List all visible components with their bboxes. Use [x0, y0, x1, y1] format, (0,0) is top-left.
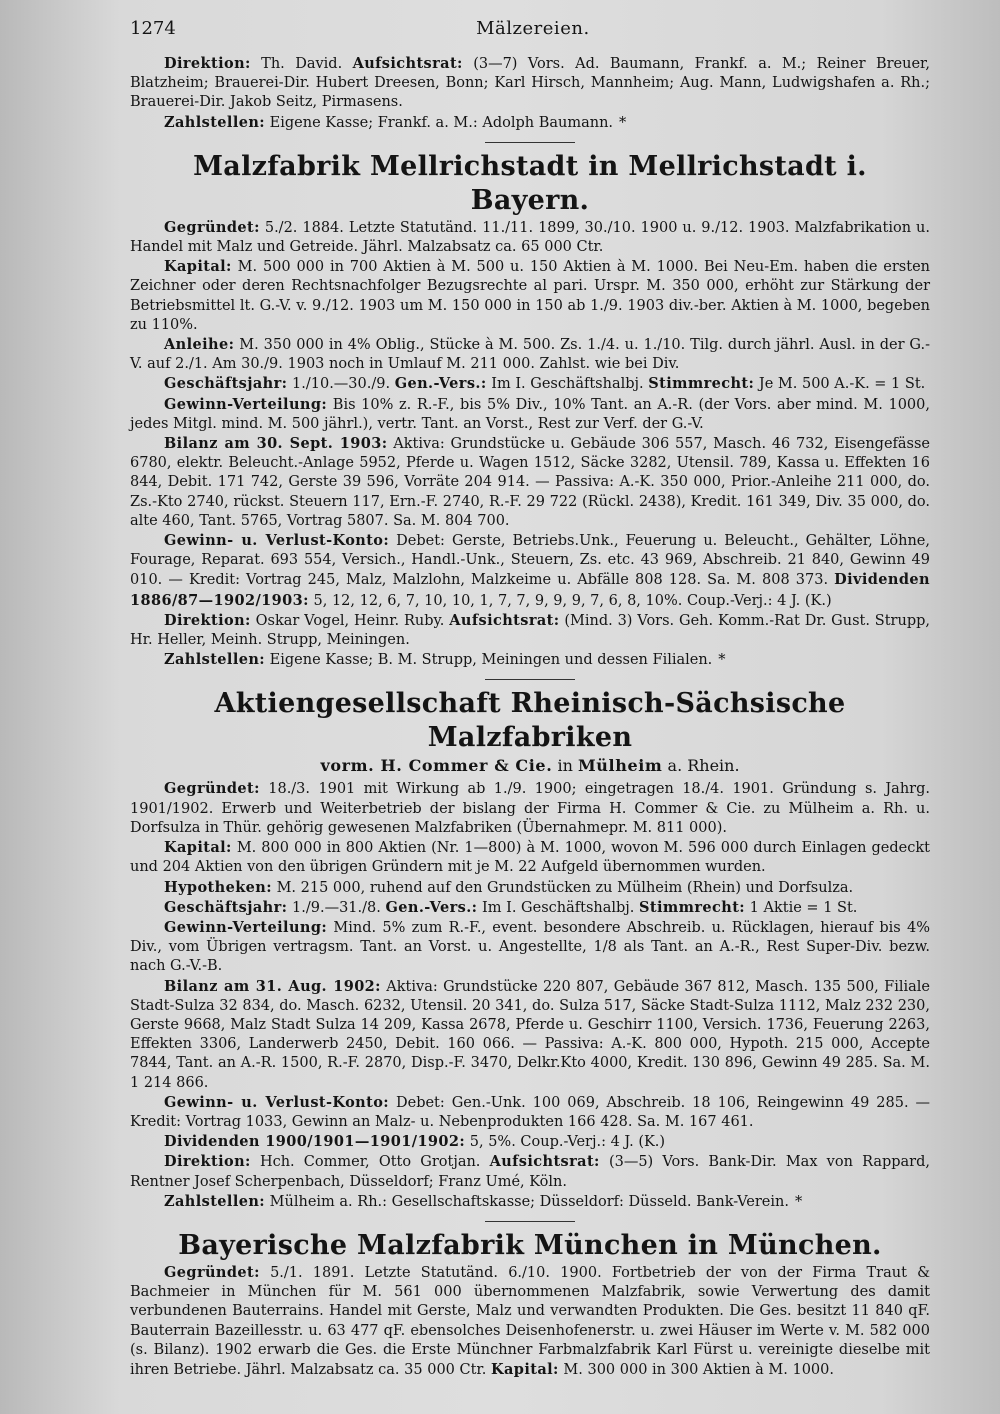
divider [485, 679, 575, 680]
entry-mellrichstadt [130, 150, 930, 671]
entry-paragraph: Gewinn- u. Verlust-Konto: Debet: Gerste, Betriebs.Unk., Feuerung u. Beleucht., Gehälter, Löhne, Fourage, Reparat. 693 554, Versich., Handl.-Unk., Steuern, Zs. etc. 43 969, Abschreib. 21 840, Gewinn 49 010. — Kredit: Vortrag 245, Malz, Malzlohn, Malzkeime u. Abfälle 808 128. Sa. M. 808 373. Dividenden 1886/87—1902/1903: 5, 12, 12, 6, 7, 10, 10, 1, 7, 7, 9, 9, 9, 7, 6, 8, 10%. Coup.-Verj.: 4 J. (K.) [130, 532, 930, 609]
entry-paragraph: Kapital: M. 500 000 in 700 Aktien à M. 500 u. 150 Aktien à M. 1000. Bei Neu-Em. haben die ersten Zeichner oder deren Rechtsnachfolger Bezugsrechte al pari. Urspr. M. 350 000, erhöht zur Stärkung der Betriebsmittel lt. G.-V. v. 9./12. 1903 um M. 150 000 in 150 ab 1./9. 1903 div.-ber. Aktien à M. 1000, begeben zu 110%. [130, 258, 930, 333]
entry-rheinisch-saechsische [130, 687, 930, 1211]
entry-paragraph: Kapital: M. 800 000 in 800 Aktien (Nr. 1—800) à M. 1000, wovon M. 596 000 durch Einlagen gedeckt und 204 Aktien von den übrigen Gründern mit je M. 22 Aufgeld übernommen wurden. [130, 839, 930, 876]
entry-paragraph: Gewinn-Verteilung: Mind. 5% zum R.-F., event. besondere Abschreib. u. Rücklagen, hierauf bis 4% Div., vom Übrigen vertragsm. Tant. an Vorst. u. Angestellte, 1/8 als Tant. an A.-R., Rest Super-Div. bezw. nach G.-V.-B. [130, 918, 930, 975]
entry-paragraph: Zahlstellen: Eigene Kasse; B. M. Strupp, Meiningen und dessen Filialen. * [164, 651, 726, 669]
page-number: 1274 [130, 18, 176, 39]
entry-bayerische-malzfabrik [130, 1229, 930, 1380]
divider [485, 1221, 575, 1222]
entry-paragraph: Gegründet: 5./2. 1884. Letzte Statutänd. 11./11. 1899, 30./10. 1900 u. 9./12. 1903. Malzfabrikation u. Handel mit Malz und Getreide. Jährl. Malzabsatz ca. 65 000 Ctr. [130, 218, 930, 256]
running-title: Mälzereien. [476, 18, 590, 39]
entry-title: Malzfabrik Mellrichstadt in Mellrichstadt i. Bayern. [193, 150, 867, 216]
prev-direktion: Direktion: Th. David. Aufsichtsrat: (3—7) Vors. Ad. Baumann, Frankf. a. M.; Reiner Breuer, Blatzheim; Brauerei-Dir. Hubert Dreesen, Bonn; Karl Hirsch, Mannheim; Aug. Mann, Ludwigshafen a. Rh.; Brauerei-Dir. Jakob Seitz, Pirmasens. [130, 55, 930, 111]
entry-paragraph: Gewinn-Verteilung: Bis 10% z. R.-F., bis 5% Div., 10% Tant. an A.-R. (der Vors. aber mind. M. 1000, jedes Mitgl. mind. M. 500 jährl.), vertr. Tant. an Vorst., Rest zur Verf. der G.-V. [130, 395, 930, 432]
prev-zahlstellen: Zahlstellen: Eigene Kasse; Frankf. a. M.: Adolph Baumann. * [164, 113, 627, 131]
entry-subtitle: vorm. H. Commer & Cie. in Mülheim a. Rhein. [320, 756, 740, 776]
entry-paragraph: Dividenden 1900/1901—1901/1902: 5, 5%. Coup.-Verj.: 4 J. (K.) [164, 1133, 666, 1151]
entry-paragraph: Gegründet: 5./1. 1891. Letzte Statutänd. 6./10. 1900. Fortbetrieb der von der Firma Traut & Bachmeier in München für M. 561 000 übernommenen Malzfabrik, sowie Verwertung des damit verbundenen Bauterrains. Handel mit Gerste, Malz und verwandten Produkten. Die Ges. besitzt 11 840 qF. Bauterrain Bazeillesstr. u. 63 477 qF. ebensolches Deisenhofenerstr. u. zwei Häuser im Werte v. M. 582 000 (s. Bilanz). 1902 erwarb die Ges. die Erste Münchner Farbmalzfabrik Karl Fürst u. vereinigte dieselbe mit ihren Betriebe. Jährl. Malzabsatz ca. 35 000 Ctr. Kapital: M. 300 000 in 300 Aktien à M. 1000. [130, 1263, 930, 1378]
entry-paragraph: Geschäftsjahr: 1./10.—30./9. Gen.-Vers.: Im I. Geschäftshalbj. Stimmrecht: Je M. 500 A.-K. = 1 St. [164, 375, 926, 393]
entry-paragraph: Geschäftsjahr: 1./9.—31./8. Gen.-Vers.: Im I. Geschäftshalbj. Stimmrecht: 1 Aktie = 1 St. [164, 898, 858, 916]
entry-title: Bayerische Malzfabrik München in München. [178, 1229, 882, 1261]
entry-paragraph: Gegründet: 18./3. 1901 mit Wirkung ab 1./9. 1900; eingetragen 18./4. 1901. Gründung s. Jahrg. 1901/1902. Erwerb und Weiterbetrieb der bislang der Firma H. Commer & Cie. zu Mülheim a. Rh. u. Dorfsulza in Thür. gehörig gewesenen Malzfabriken (Übernahmepr. M. 811 000). [130, 780, 930, 836]
entry-paragraph: Direktion: Oskar Vogel, Heinr. Ruby. Aufsichtsrat: (Mind. 3) Vors. Geh. Komm.-Rat Dr. Gust. Strupp, Hr. Heller, Meinh. Strupp, Meiningen. [130, 611, 931, 649]
entry-title: Aktiengesellschaft Rheinisch-Sächsische Malzfabriken [214, 688, 846, 754]
divider [485, 142, 575, 143]
prev-entry [130, 54, 930, 133]
entry-paragraph: Anleihe: M. 350 000 in 4% Oblig., Stücke à M. 500. Zs. 1./4. u. 1./10. Tilg. durch jährl. Ausl. in der G.-V. auf 2./1. Am 30./9. 1903 noch in Umlauf M. 211 000. Zahlst. wie bei Div. [130, 336, 930, 373]
running-header [130, 16, 930, 54]
entry-paragraph: Bilanz am 31. Aug. 1902: Aktiva: Grundstücke 220 807, Gebäude 367 812, Masch. 135 500, Filiale Stadt-Sulza 32 834, do. Masch. 6232, Utensil. 20 341, do. Sulza 517, Säcke Stadt-Sulza 1112, Malz 232 230, Gerste 9668, Malz Stadt Sulza 14 209, Kassa 2678, Pferde u. Geschirr 1100, Versich. 1736, Feuerung 2263, Effekten 3306, Landerwerb 2450, Debit. 160 066. — Passiva: A.-K. 800 000, Hypoth. 215 000, Accepte 7844, Tant. an A.-R. 1500, R.-F. 2870, Disp.-F. 3470, Delkr.Kto 4000, Kredit. 130 896, Gewinn 49 285. Sa. M. 1 214 866. [130, 977, 930, 1091]
entry-paragraph: Gewinn- u. Verlust-Konto: Debet: Gen.-Unk. 100 069, Abschreib. 18 106, Reingewinn 49 285. — Kredit: Vortrag 1033, Gewinn an Malz- u. Nebenprodukten 166 428. Sa. M. 167 461. [130, 1093, 931, 1130]
entry-paragraph: Hypotheken: M. 215 000, ruhend auf den Grundstücken zu Mülheim (Rhein) und Dorfsulza. [164, 878, 854, 896]
entry-paragraph: Bilanz am 30. Sept. 1903: Aktiva: Grundstücke u. Gebäude 306 557, Masch. 46 732, Eisengefässe 6780, elektr. Beleucht.-Anlage 5952, Pferde u. Wagen 1512, Säcke 3282, Utensil. 789, Kassa u. Effekten 16 844, Debit. 171 742, Gerste 39 596, Vorräte 204 914. — Passiva: A.-K. 350 000, Prior.-Anleihe 211 000, do. Zs.-Kto 2740, rückst. Steuern 117, Ern.-F. 2740, R.-F. 29 722 (Rückl. 2438), Kredit. 161 349, Div. 35 000, do. alte 460, Tant. 5765, Vortrag 5807. Sa. M. 804 700. [130, 435, 931, 529]
entry-paragraph: Zahlstellen: Mülheim a. Rh.: Gesellschaftskasse; Düsseldorf: Düsseld. Bank-Verein. * [164, 1192, 803, 1210]
entry-paragraph: Direktion: Hch. Commer, Otto Grotjan. Aufsichtsrat: (3—5) Vors. Bank-Dir. Max von Rappard, Rentner Josef Scherpenbach, Düsseldorf; Franz Umé, Köln. [130, 1153, 930, 1190]
